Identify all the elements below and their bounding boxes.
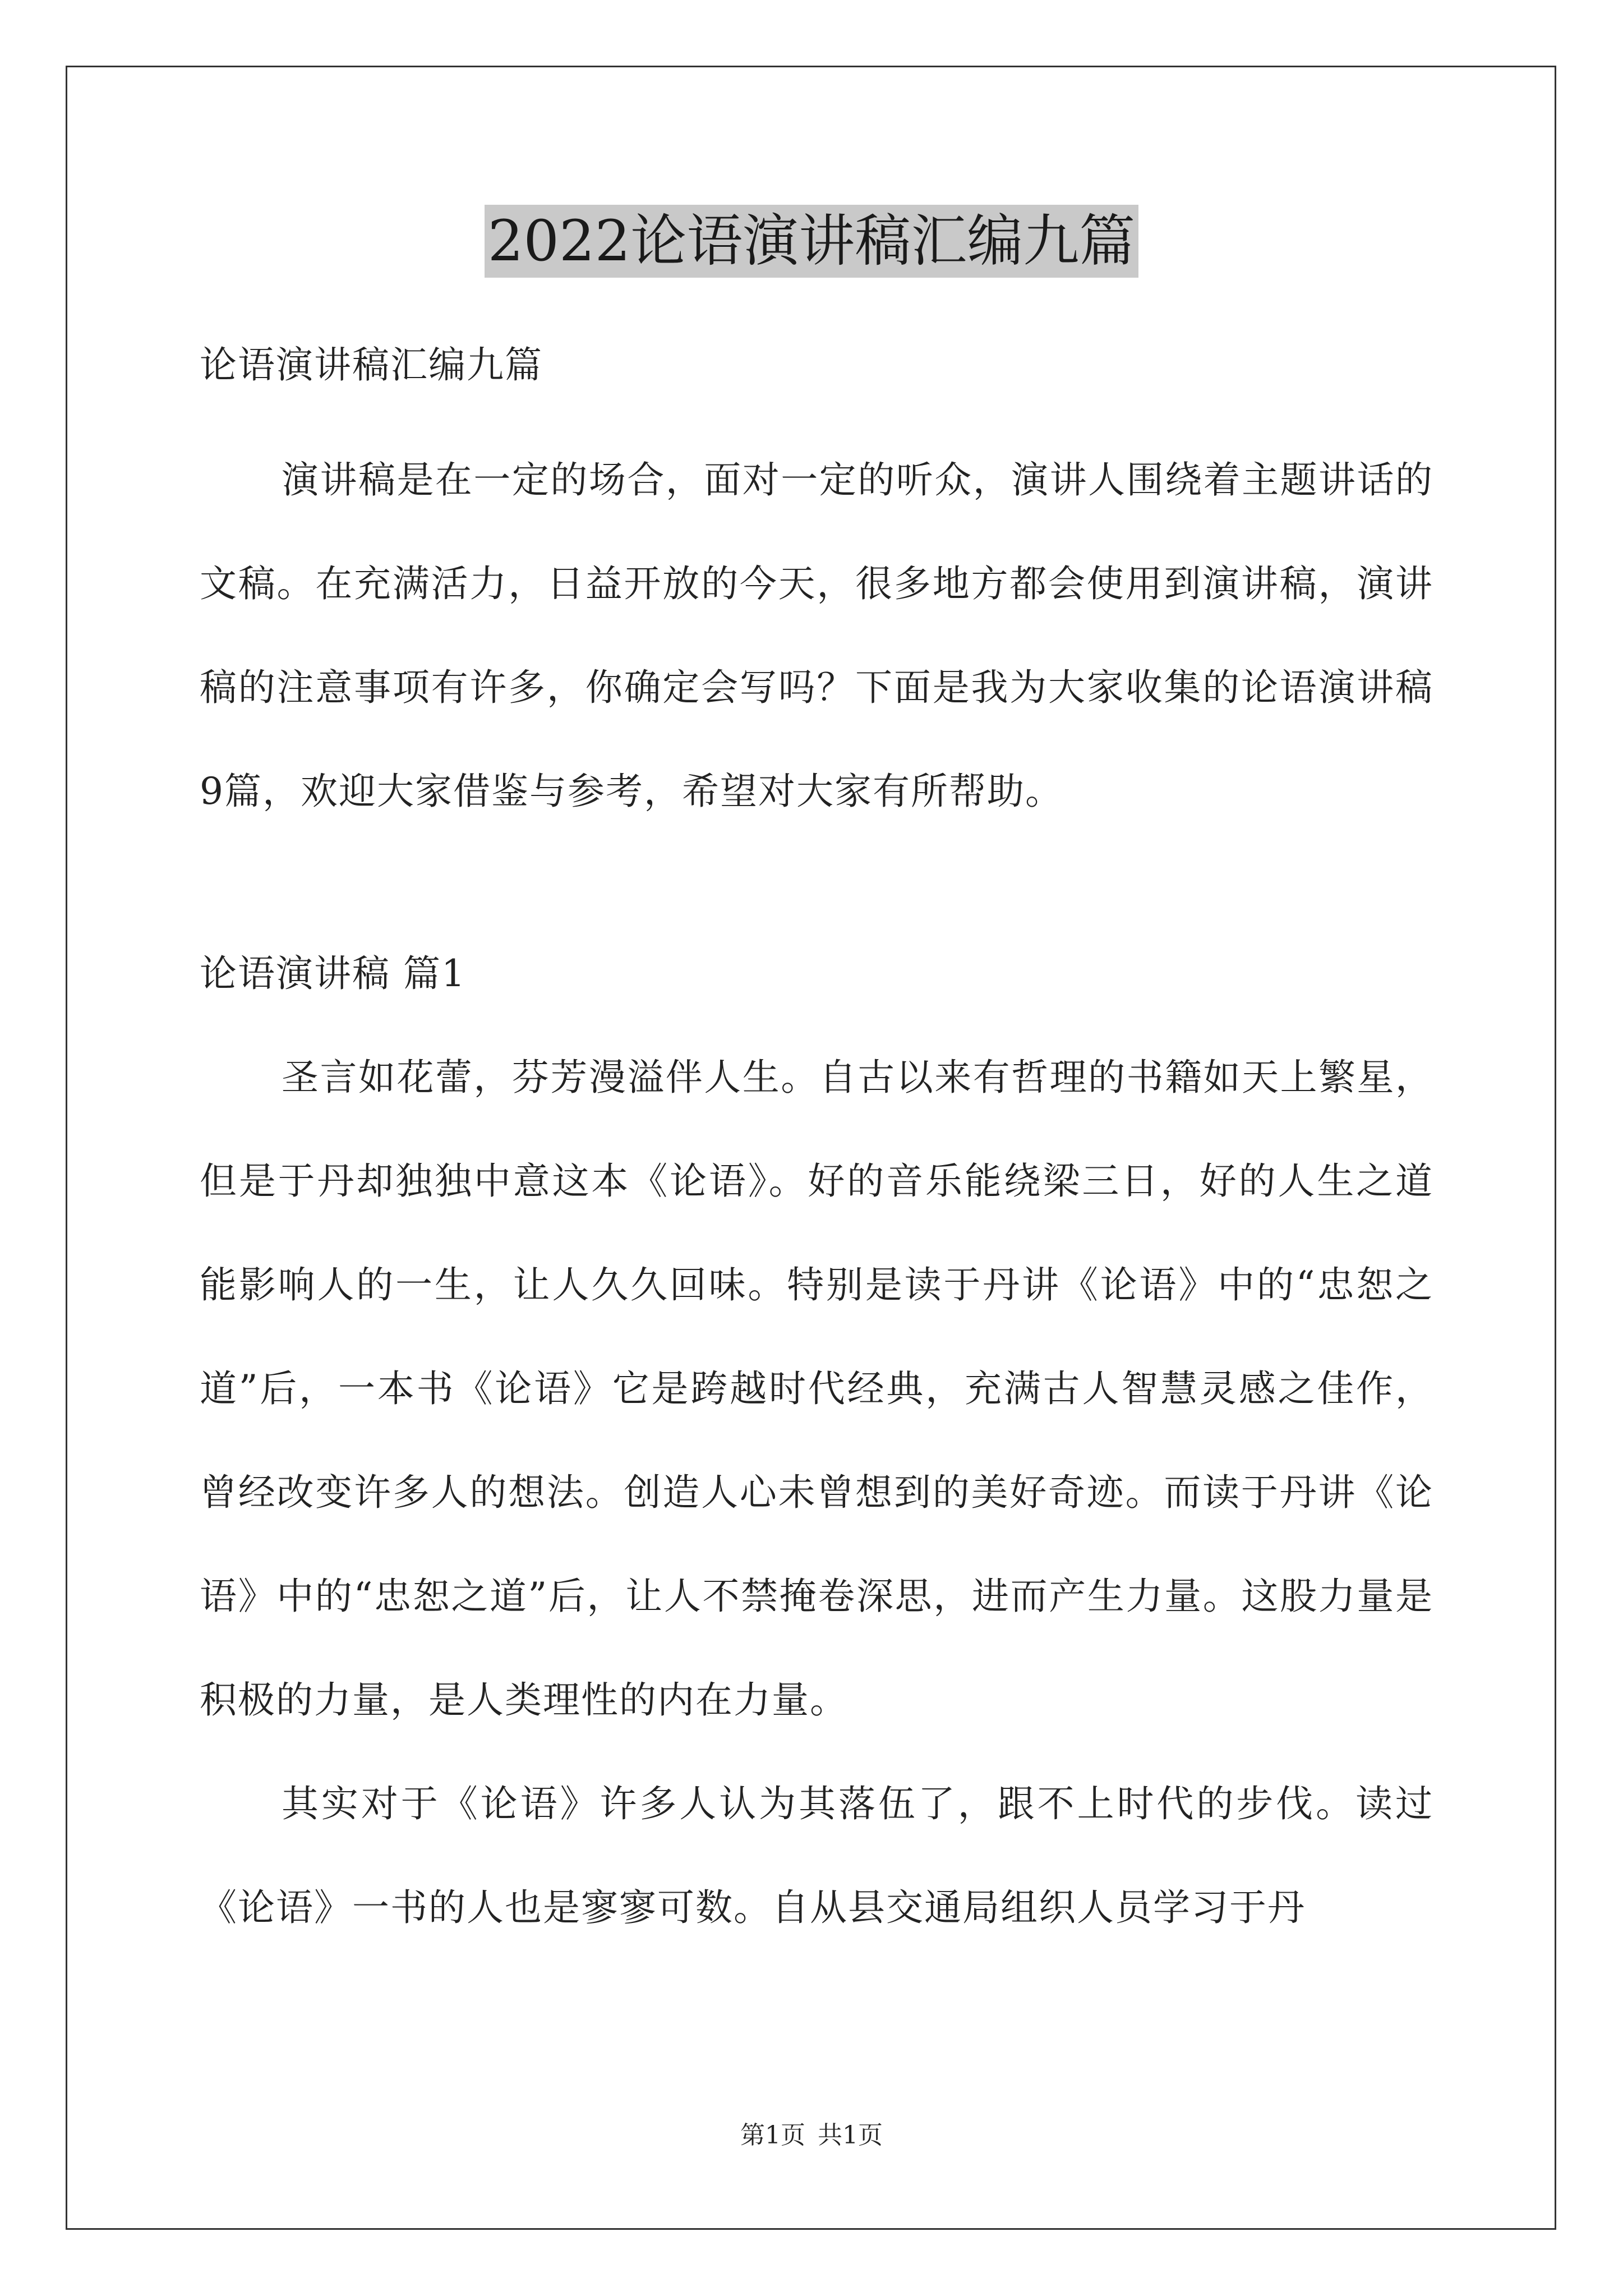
document-title-text: 2022论语演讲稿汇编九篇 bbox=[485, 205, 1139, 278]
document-body bbox=[200, 303, 1433, 1959]
section-paragraph-2: 其实对于《论语》许多人认为其落伍了，跟不上时代的步伐。读过《论语》一书的人也是寥寥可数。自从县交通局组织人员学习于丹 bbox=[200, 1782, 1433, 1929]
document-title bbox=[0, 205, 1623, 278]
page-number: 第1页 bbox=[740, 2121, 805, 2150]
page-total: 共1页 bbox=[818, 2121, 883, 2150]
section-heading: 论语演讲稿 篇1 bbox=[200, 952, 466, 995]
section-paragraph-1: 圣言如花蕾，芬芳漫溢伴人生。自古以来有哲理的书籍如天上繁星，但是于丹却独独中意这本《论语》。好的音乐能绕梁三日，好的人生之道能影响人的一生，让人久久回味。特别是读于丹讲《论语》中的“忠恕之道”后，一本书《论语》它是跨越时代经典，充满古人智慧灵感之佳作，曾经改变许多人的想法。创造人心未曾想到的美好奇迹。而读于丹讲《论语》中的“忠恕之道”后，让人不禁掩卷深思，进而产生力量。这股力量是积极的力量，是人类理性的内在力量。 bbox=[200, 1056, 1433, 1722]
page-footer bbox=[0, 2115, 1623, 2151]
intro-paragraph: 演讲稿是在一定的场合，面对一定的听众，演讲人围绕着主题讲话的文稿。在充满活力，日益开放的今天，很多地方都会使用到演讲稿，演讲稿的注意事项有许多，你确定会写吗？下面是我为大家收集的论语演讲稿9篇，欢迎大家借鉴与参考，希望对大家有所帮助。 bbox=[200, 458, 1433, 813]
document-subtitle: 论语演讲稿汇编九篇 bbox=[200, 343, 543, 386]
